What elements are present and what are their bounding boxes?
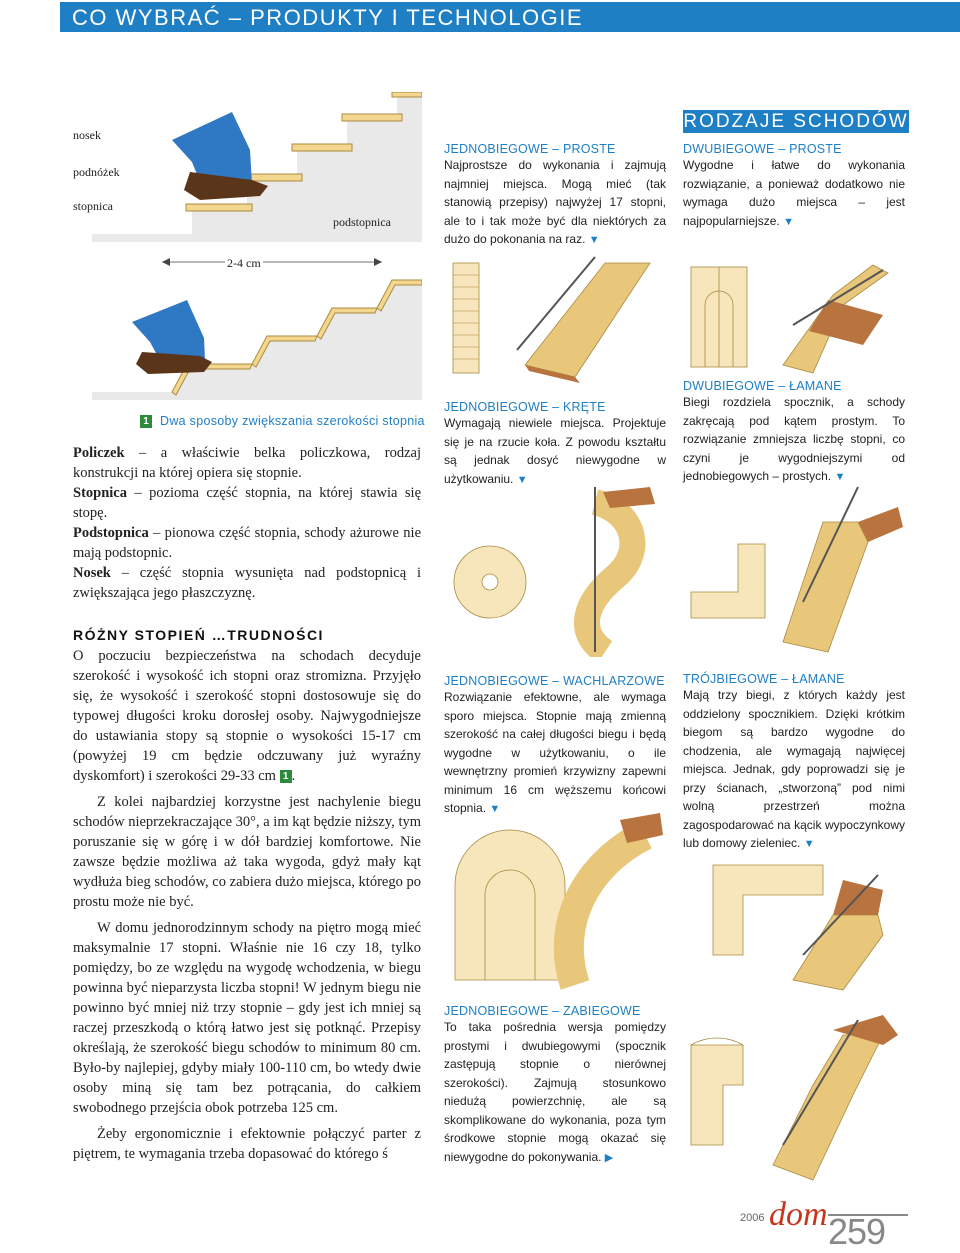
triangle-icon: ▼	[783, 215, 794, 228]
illustration-two-flight-stairs	[683, 255, 908, 385]
type-dwubiegowe-lamane	[683, 379, 905, 487]
type-text: Wymagają niewiele miejsca. Projektuje się je na rzucie koła. Z powodu kształtu są jednak dosyć niewygodne w użytkowaniu. ▼	[444, 416, 666, 486]
figure-caption	[140, 412, 425, 430]
article-heading: RÓŻNY STOPIEŃ …TRUDNOŚCI	[73, 627, 324, 643]
type-text: To taka pośrednia wersja pomiędzy prostymi i dwubiegowymi (spocznik zastępują stopnie o nierównej szerokości). Zajmują stosunkowo niedużą powierzchnię, ale są skomplikowane do wykonania, poza tym środkowe stopnie mogą okazać się niewygodne do pokonywania. ▶	[444, 1020, 666, 1164]
definitions-list	[73, 443, 421, 603]
footer-year: 2006	[740, 1212, 765, 1224]
type-jednobiegowe-zabiegowe	[444, 1004, 666, 1167]
figure-number-badge: 1	[140, 415, 152, 428]
type-title: JEDNOBIEGOWE – PROSTE	[444, 142, 616, 156]
definition-podstopnica: Podstopnica – pionowa część stopnia, schody ażurowe nie mają podstopnic.	[73, 525, 421, 561]
definition-stopnica: Stopnica – pozioma część stopnia, na której stawia się stopę.	[73, 485, 421, 521]
type-text: Wygodne i łatwe do wykonania rozwiązanie, a ponieważ dodatkowo nie wymaga dużo miejsca – jest najpopularniejsze. ▼	[683, 158, 905, 228]
triangle-icon: ▼	[834, 471, 846, 483]
triangle-icon: ▼	[588, 234, 600, 246]
header-bar	[60, 2, 960, 32]
illustration-l-shaped-stairs	[683, 482, 908, 657]
figure-ref-badge: 1	[280, 770, 292, 783]
type-text: Rozwiązanie efektowne, ale wymaga sporo miejsca. Stopnie mają zmienną szerokość na całej długości biegu i będą wygodne w użytkowaniu, o ile wewnętrzny promień krzywizny zapewni minimum 16 cm węższemu końcowi stopnia. ▼	[444, 690, 666, 815]
definition-nosek: Nosek – część stopnia wysunięta nad podstopnicą i zwiększająca jego płaszczyznę.	[73, 565, 421, 601]
header-title: CO WYBRAĆ – PRODUKTY I TECHNOLOGIE	[72, 5, 584, 30]
article-body	[73, 646, 421, 1170]
triangle-icon: ▼	[489, 803, 501, 815]
type-jednobiegowe-krete	[444, 400, 666, 489]
label-podstopnica: podstopnica	[333, 215, 391, 229]
type-title: JEDNOBIEGOWE – KRĘTE	[444, 400, 606, 414]
triangle-icon: ▼	[516, 473, 528, 486]
illustration-straight-stairs	[445, 255, 665, 385]
type-trojbiegowe-lamane	[683, 672, 905, 854]
illustration-spiral-stairs	[445, 482, 665, 657]
article-paragraph-2: Z kolei najbardziej korzystne jest nachylenie biegu schodów nieprzekraczające 30°, a im kąt będzie niższy, tym poruszanie się w górę i w dół bardziej komfortowe. Nie zawsze będzie możliwa aż taka wygoda, gdyż mały kąt wydłuża bieg schodów, co zabiera dużo miejsca, którego po prostu może nie być.	[73, 794, 421, 910]
type-title: DWUBIEGOWE – ŁAMANE	[683, 379, 842, 393]
illustration-fan-stairs	[445, 805, 665, 995]
illustration-three-flight-stairs	[683, 855, 908, 995]
type-jednobiegowe-proste	[444, 142, 666, 250]
label-nosek: nosek	[73, 128, 101, 142]
type-text: Biegi rozdziela spocznik, a schody zakręcają pod kątem prostym. To rozwiązanie zmniejsza liczbę stopni, co czyni je wygodniejszymi od jednobiegowych – prostych. ▼	[683, 395, 905, 483]
type-title: DWUBIEGOWE – PROSTE	[683, 142, 842, 156]
footer-brand-logo: dom	[769, 1196, 828, 1233]
figure-caption-text: Dwa sposoby zwiększania szerokości stopnia	[160, 414, 425, 428]
label-measure: 2-4 cm	[227, 256, 261, 270]
step-diagram-bottom	[92, 252, 422, 400]
sidebar-title: RODZAJE SCHODÓW	[683, 111, 909, 132]
label-podnozek: podnóżek	[73, 165, 120, 179]
triangle-icon: ▼	[803, 838, 815, 850]
type-text: Najprostsze do wykonania i zajmują najmniej miejsca. Mogą mieć (tak stanowią przepisy) najwyżej 17 stopni, ale to i tak może być dla niektórych za dużo do pokonania na raz. ▼	[444, 158, 666, 246]
page-number: 259	[828, 1211, 886, 1252]
type-title: JEDNOBIEGOWE – WACHLARZOWE	[444, 674, 665, 688]
label-stopnica: stopnica	[73, 199, 113, 213]
type-title: JEDNOBIEGOWE – ZABIEGOWE	[444, 1004, 641, 1018]
type-text: Mają trzy biegi, z których każdy jest oddzielony spocznikiem. Dzięki krótkim biegom są bardzo wygodne do chodzenia, ale wymagają najwięcej miejsca. Jednak, gdy poprowadzi się je przy ścianach, „stworzoną” pod nimi wolną przestrzeń można zagospodarować na kącik wypoczynkowy lub domowy zieleniec. ▼	[683, 688, 905, 850]
type-title: TRÓJBIEGOWE – ŁAMANE	[683, 672, 845, 686]
type-dwubiegowe-proste	[683, 142, 905, 231]
article-paragraph-4: Żeby ergonomicznie i efektownie połączyć parter z piętrem, te wymagania trzeba dopasować do którego ś	[73, 1126, 421, 1162]
article-paragraph-1: O poczuciu bezpieczeństwa na schodach decyduje szerokość i wysokość ich stopni oraz stromizna. Przyjęło się, że wysokość i szerokość stopni dostosowuje się do typowej długości kroku dorosłej osoby. Najwygodniejsze do ustawiania stopy są stopnie o wysokości 15-17 cm (powyżej 19 cm będzie odczuwany już wyraźny dyskomfort) i szerokości 29-33 cm 1 .	[73, 648, 421, 784]
triangle-right-icon: ▶	[604, 1151, 614, 1164]
illustration-winder-stairs	[683, 1005, 908, 1190]
article-paragraph-3: W domu jednorodzinnym schody na piętro mogą mieć maksymalnie 17 stopni. Właśnie nie 16 czy 18, tylko pomiędzy, bo ze względu na wygodę wchodzenia, w biegu powinna być nieparzysta liczba stopni! W jednym biegu nie powinno być mniej niż trzy stopnie – gdy jest ich mniej są raczej przeszkodą o którą łatwo jest się potknąć. Przepisy określają, że szerokość biegu schodów to minimum 80 cm. Było-by najlepiej, gdyby miały 100-110 cm, bo wtedy dwie osoby miną się tam bez potrącania, do całkiem swobodnego przejścia obok potrzeba 125 cm.	[73, 920, 421, 1116]
definition-policzek: Policzek – a właściwie belka policzkowa, rodzaj konstrukcji na której opiera się stopnie.	[73, 445, 421, 481]
type-jednobiegowe-wachlarzowe	[444, 674, 666, 819]
